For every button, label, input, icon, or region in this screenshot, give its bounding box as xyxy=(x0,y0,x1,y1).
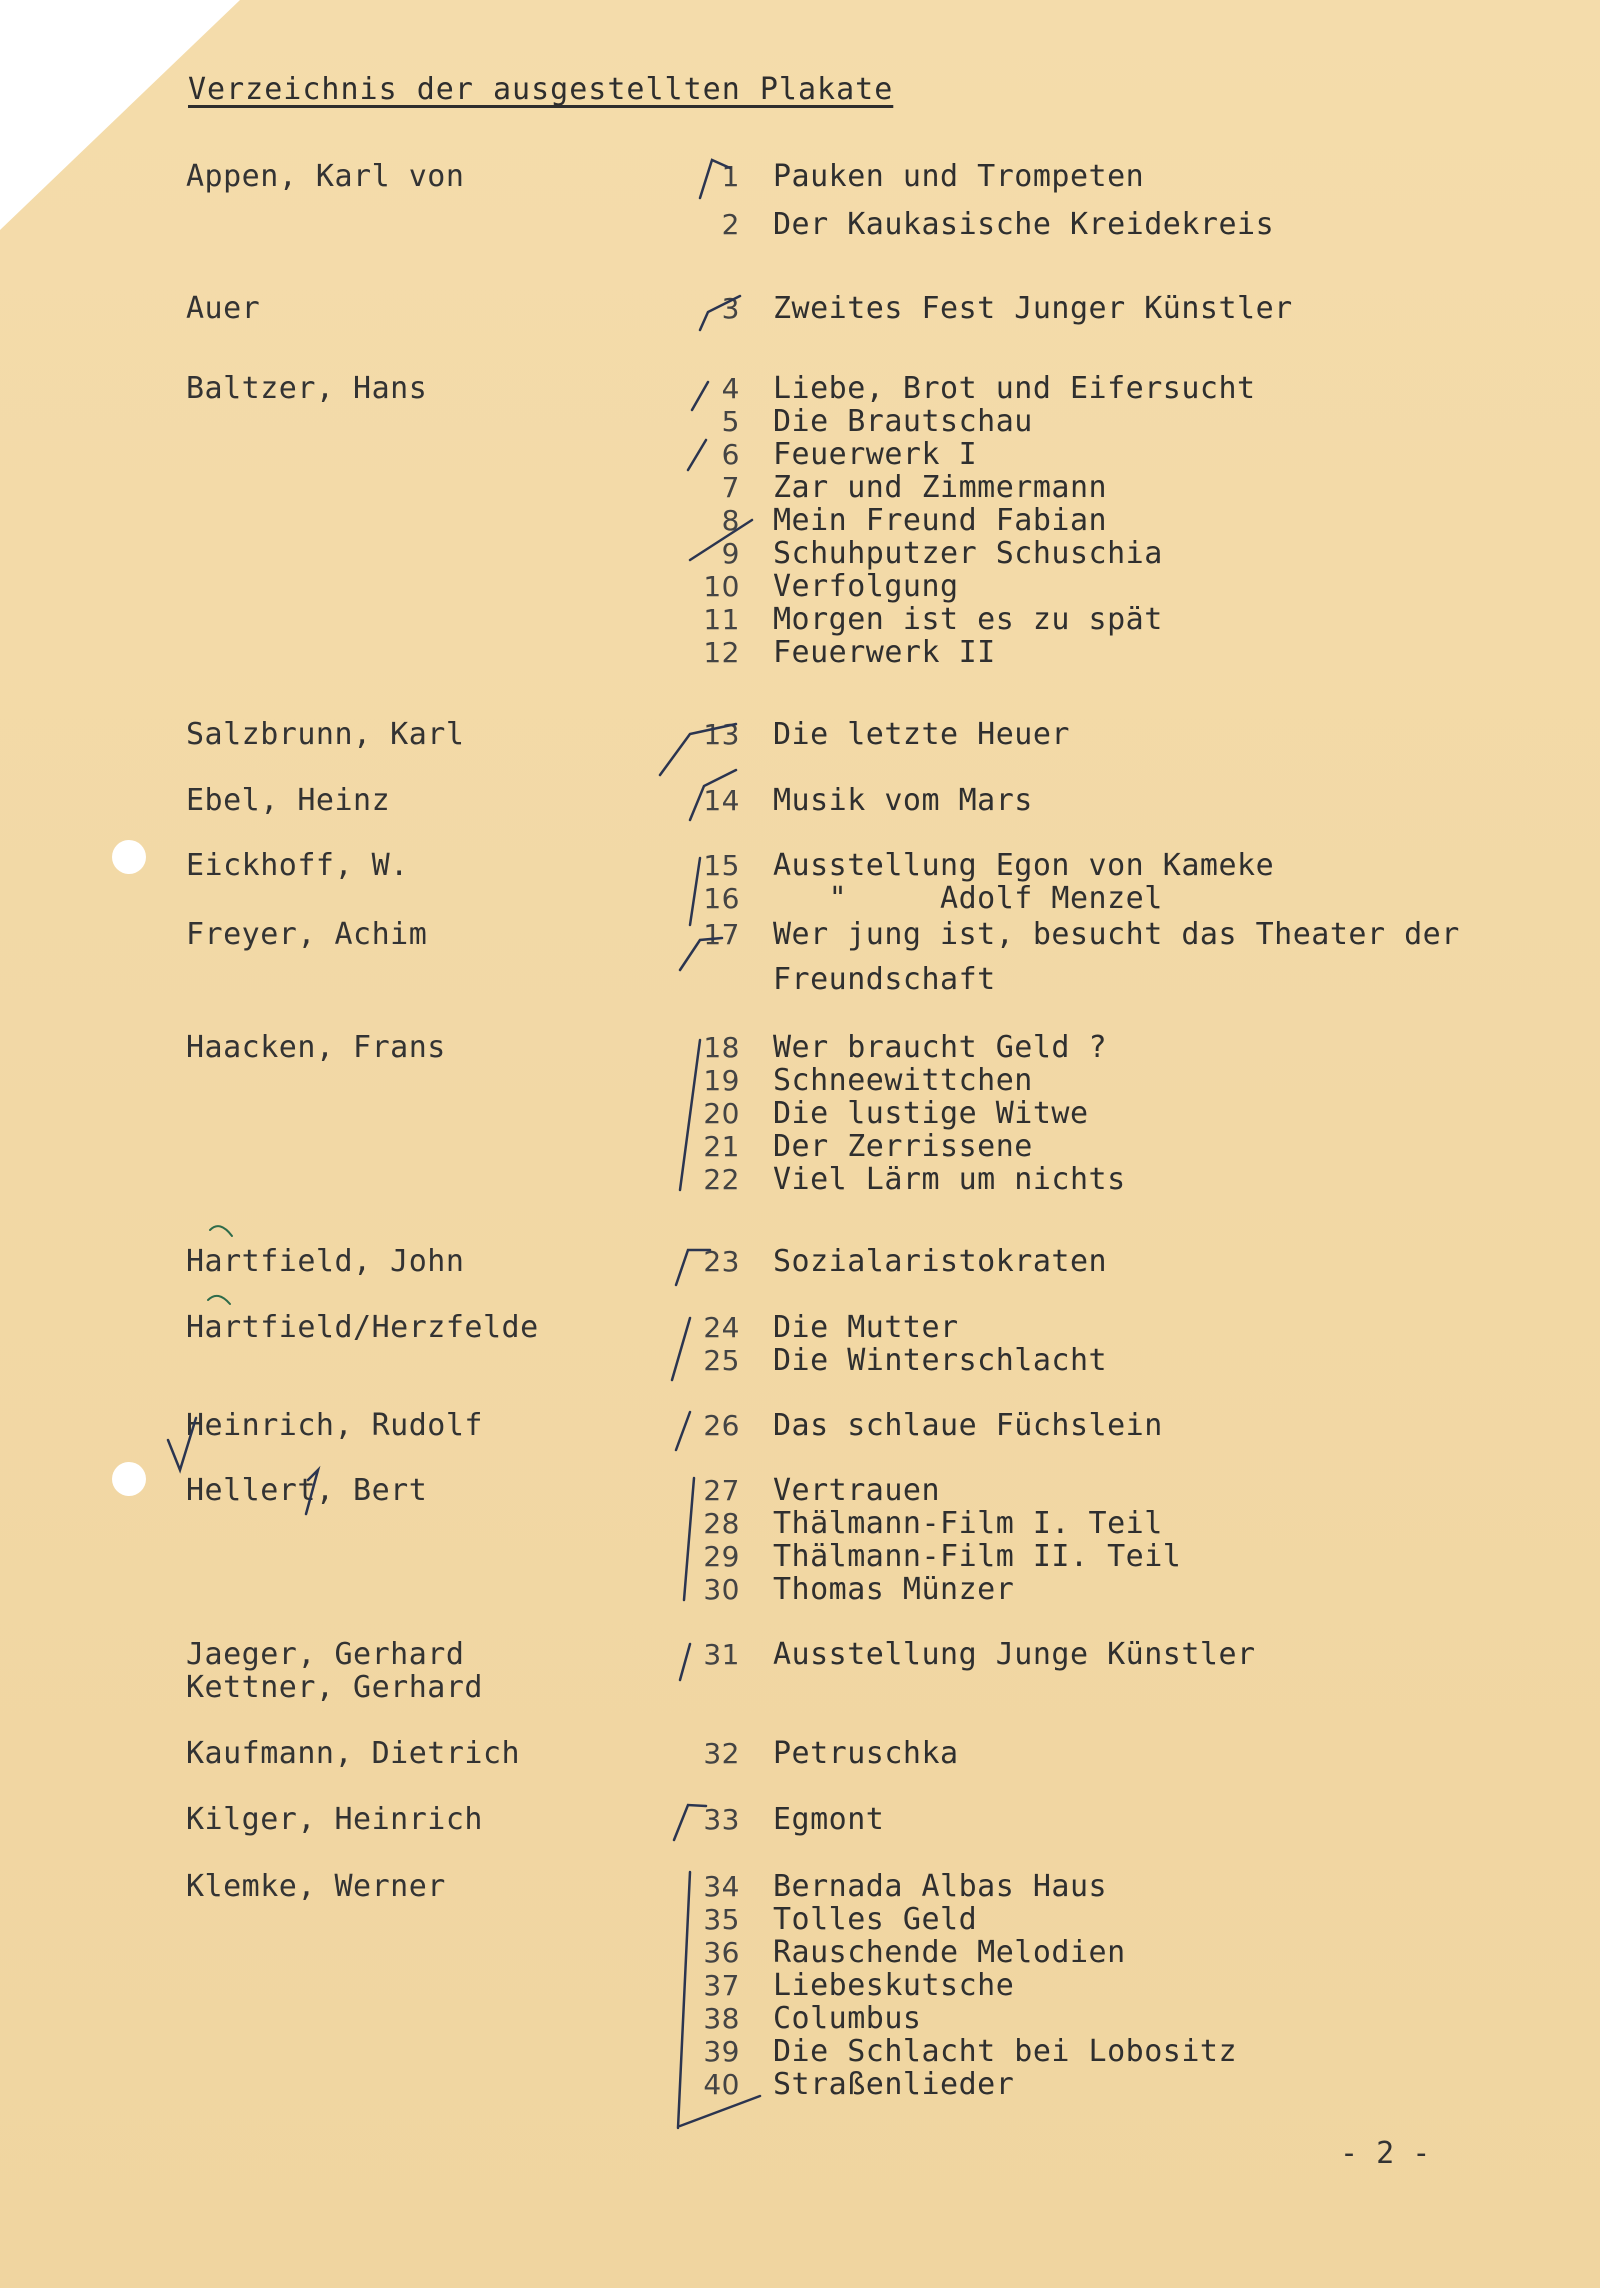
poster-number: 28 xyxy=(703,1507,740,1540)
poster-title: Columbus xyxy=(773,2001,922,2036)
poster-number: 25 xyxy=(703,1344,740,1377)
artist-name: Baltzer, Hans xyxy=(186,371,428,406)
poster-title: Das schlaue Füchslein xyxy=(773,1408,1163,1443)
check-mark xyxy=(676,1412,690,1450)
poster-number: 21 xyxy=(703,1130,740,1163)
document-title: Verzeichnis der ausgestellten Plakate xyxy=(188,72,894,107)
poster-title: Rauschende Melodien xyxy=(773,1935,1126,1970)
artist-name: Kilger, Heinrich xyxy=(186,1802,483,1837)
poster-number: 11 xyxy=(703,603,740,636)
poster-title: Vertrauen xyxy=(773,1473,941,1508)
poster-number: 38 xyxy=(703,2002,740,2035)
poster-number: 5 xyxy=(721,405,740,438)
poster-number: 31 xyxy=(703,1638,740,1671)
poster-title: Feuerwerk II xyxy=(773,635,996,670)
artist-name: Freyer, Achim xyxy=(186,917,428,952)
poster-title: Liebeskutsche xyxy=(773,1968,1015,2003)
punch-hole-upper xyxy=(112,840,146,874)
poster-number: 3 xyxy=(721,292,740,325)
folded-corner xyxy=(0,0,240,230)
poster-number: 29 xyxy=(703,1540,740,1573)
artist-name: Ebel, Heinz xyxy=(186,783,391,818)
poster-title: Musik vom Mars xyxy=(773,783,1033,818)
poster-number: 12 xyxy=(703,636,740,669)
poster-title: Die Schlacht bei Lobositz xyxy=(773,2034,1238,2069)
poster-title: Schuhputzer Schuschia xyxy=(773,536,1163,571)
poster-number: 1 xyxy=(721,160,740,193)
poster-number: 24 xyxy=(703,1311,740,1344)
poster-number: 34 xyxy=(703,1870,740,1903)
poster-title: Bernada Albas Haus xyxy=(773,1869,1108,1904)
poster-number: 7 xyxy=(721,471,740,504)
poster-number: 30 xyxy=(703,1573,740,1606)
poster-title: Verfolgung xyxy=(773,569,959,604)
check-mark xyxy=(680,1644,690,1680)
poster-number: 33 xyxy=(703,1803,740,1836)
artist-name: Hartfield, John xyxy=(186,1244,465,1279)
poster-title: Die Winterschlacht xyxy=(773,1343,1108,1378)
poster-title: Die lustige Witwe xyxy=(773,1096,1089,1131)
poster-number: 6 xyxy=(721,438,740,471)
poster-number: 8 xyxy=(721,504,740,537)
poster-title: Thomas Münzer xyxy=(773,1572,1015,1607)
poster-title: Wer braucht Geld ? xyxy=(773,1030,1108,1065)
artist-name: Kettner, Gerhard xyxy=(186,1670,483,1705)
artist-name: Eickhoff, W. xyxy=(186,848,409,883)
page-number: - 2 - xyxy=(1340,2136,1431,2171)
poster-title: Petruschka xyxy=(773,1736,959,1771)
poster-title: Die letzte Heuer xyxy=(773,717,1070,752)
artist-name: Hellert, Bert xyxy=(186,1473,428,1508)
poster-title: Die Mutter xyxy=(773,1310,959,1345)
poster-title: Thälmann-Film II. Teil xyxy=(773,1539,1182,1574)
poster-number: 2 xyxy=(721,208,740,241)
poster-title: Egmont xyxy=(773,1802,885,1837)
poster-title: Ausstellung Egon von Kameke xyxy=(773,848,1275,883)
annotation-mark xyxy=(208,1296,230,1304)
poster-title: Thälmann-Film I. Teil xyxy=(773,1506,1163,1541)
poster-number: 40 xyxy=(703,2068,740,2101)
poster-number: 18 xyxy=(703,1031,740,1064)
poster-title: Straßenlieder xyxy=(773,2067,1015,2102)
poster-number: 16 xyxy=(703,882,740,915)
poster-title: Zweites Fest Junger Künstler xyxy=(773,291,1293,326)
poster-title: Ausstellung Junge Künstler xyxy=(773,1637,1256,1672)
poster-number: 27 xyxy=(703,1474,740,1507)
artist-name: Klemke, Werner xyxy=(186,1869,446,1904)
artist-name: Auer xyxy=(186,291,261,326)
poster-number: 14 xyxy=(703,784,740,817)
poster-title: Mein Freund Fabian xyxy=(773,503,1108,538)
poster-number: 39 xyxy=(703,2035,740,2068)
poster-title: Freundschaft xyxy=(773,962,996,997)
poster-title: Der Kaukasische Kreidekreis xyxy=(773,207,1275,242)
poster-title: Feuerwerk I xyxy=(773,437,978,472)
poster-number: 26 xyxy=(703,1409,740,1442)
poster-number: 17 xyxy=(703,918,740,951)
poster-number: 23 xyxy=(703,1245,740,1278)
poster-number: 9 xyxy=(721,537,740,570)
poster-number: 4 xyxy=(721,372,740,405)
poster-number: 15 xyxy=(703,849,740,882)
poster-title: Die Brautschau xyxy=(773,404,1033,439)
poster-title: Schneewittchen xyxy=(773,1063,1033,1098)
poster-title: " Adolf Menzel xyxy=(773,881,1163,916)
punch-hole-lower xyxy=(112,1462,146,1496)
poster-number: 35 xyxy=(703,1903,740,1936)
poster-number: 32 xyxy=(703,1737,740,1770)
poster-number: 10 xyxy=(703,570,740,603)
poster-title: Pauken und Trompeten xyxy=(773,159,1145,194)
poster-title: Sozialaristokraten xyxy=(773,1244,1108,1279)
artist-name: Kaufmann, Dietrich xyxy=(186,1736,521,1771)
artist-name: Haacken, Frans xyxy=(186,1030,446,1065)
annotation-mark xyxy=(210,1226,232,1236)
poster-number: 22 xyxy=(703,1163,740,1196)
poster-title: Viel Lärm um nichts xyxy=(773,1162,1126,1197)
check-mark xyxy=(672,1318,690,1380)
poster-number: 36 xyxy=(703,1936,740,1969)
poster-number: 19 xyxy=(703,1064,740,1097)
poster-title: Morgen ist es zu spät xyxy=(773,602,1163,637)
poster-title: Der Zerrissene xyxy=(773,1129,1033,1164)
artist-name: Hartfield/Herzfelde xyxy=(186,1310,539,1345)
artist-name: Heinrich, Rudolf xyxy=(186,1408,483,1443)
artist-name: Appen, Karl von xyxy=(186,159,465,194)
artist-name: Salzbrunn, Karl xyxy=(186,717,465,752)
artist-name: Jaeger, Gerhard xyxy=(186,1637,465,1672)
poster-number: 20 xyxy=(703,1097,740,1130)
poster-title: Wer jung ist, besucht das Theater der xyxy=(773,917,1460,952)
poster-title: Zar und Zimmermann xyxy=(773,470,1108,505)
poster-number: 37 xyxy=(703,1969,740,2002)
poster-number: 13 xyxy=(703,718,740,751)
poster-title: Liebe, Brot und Eifersucht xyxy=(773,371,1256,406)
poster-title: Tolles Geld xyxy=(773,1902,978,1937)
